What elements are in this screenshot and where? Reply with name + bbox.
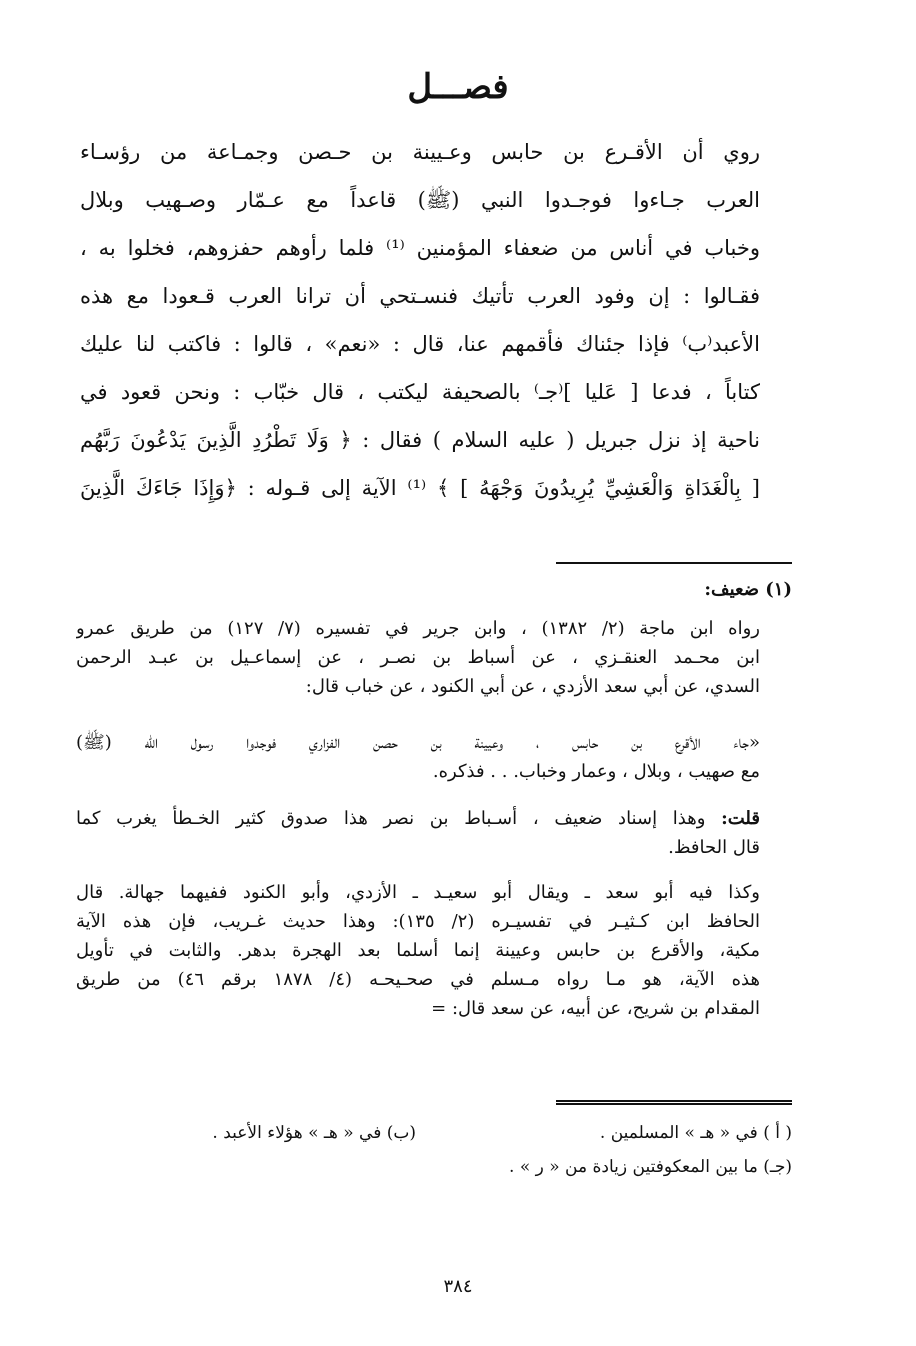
body-line: الأعبد⁽ب⁾ فإذا جئناك فأقمهم عنا، قال : «نعم» ، قالوا : فاكتب لنا عليك — [80, 332, 760, 356]
section-title: فصـــل — [407, 67, 509, 107]
footnote-para-2 — [76, 804, 760, 862]
footnote-quote — [76, 728, 760, 786]
footnote-line: قال الحافظ. — [668, 837, 760, 858]
body-line: ناحية إذ نزل جبريل ( عليه السلام ) فقال : ﴿ وَلَا تَطْرُدِ الَّذِينَ يَدْعُونَ رَبَّهُم — [80, 428, 760, 452]
footnote-para-1 — [76, 614, 760, 701]
page-number: ٣٨٤ — [443, 1276, 473, 1297]
footnote-line: مع صهيب ، وبلال ، وعمار وخباب. . . فذكره. — [432, 761, 760, 782]
main-text — [80, 128, 760, 512]
footnote-line: ابن محـمد العنقـزي ، عن أسباط بن نصـر ، عن إسماعـيل بن عبـد الرحمن — [76, 647, 760, 668]
footnote-line: السدي، عن أبي سعد الأزدي ، عن أبي الكنود ، عن خباب قال: — [305, 676, 760, 697]
variant-b: (ب) في « هـ » هؤلاء الأعبد . — [212, 1123, 416, 1143]
body-line: كتاباً ، فدعا [ عَليا ]⁽جـ⁾ بالصحيفة ليكتب ، قال خبّاب : ونحن قعود في — [80, 380, 760, 404]
body-line: [ بِالْغَدَاةِ وَالْعَشِيِّ يُرِيدُونَ وَجْهَهُ ] ﴾ ⁽¹⁾ الآية إلى قـوله : ﴿وَإِذَا جَاءَكَ الَّذِينَ — [80, 476, 760, 500]
body-line: روي أن الأقـرع بن حابس وعـيينة بن حـصن وجمـاعة من رؤسـاء — [80, 140, 760, 164]
footnote-line: «جاء الأقرع بن حابس ، وعيينة بن حصن الفزاري فوجدوا رسول الله (ﷺ) — [76, 732, 760, 753]
footnote-line: المقدام بن شريح، عن أبيه، عن سعد قال: = — [431, 998, 760, 1019]
footnote-marker: (١) ضعيف: — [704, 579, 792, 600]
footnote-line: وكذا فيه أبو سعد ـ ويقال أبو سعيـد ـ الأزدي، وأبو الكنود ففيهما جهالة. قال — [76, 882, 760, 903]
body-line: العرب جـاءوا فوجـدوا النبي (ﷺ) قاعداً مع عـمّار وصـهيب وبلال — [80, 188, 760, 212]
footnote-para-3 — [76, 878, 760, 1023]
variant-c: (جـ) ما بين المعكوفتين زيادة من « ر » . — [509, 1157, 792, 1177]
footnote-line: قلت: وهذا إسناد ضعيف ، أسـباط بن نصر هذا صدوق كثير الخـطأ يغرب كما — [76, 808, 760, 829]
body-line: وخباب في أناس من ضعفاء المؤمنين ⁽¹⁾ فلما رأوهم حفزوهم، فخلوا به ، — [80, 236, 760, 260]
variants-separator — [556, 1100, 792, 1105]
footnote-line: الحافظ ابن كـثيـر في تفسيـره (٢/ ١٣٥): وهذا حديث غـريب، فإن هذه الآية — [76, 911, 760, 932]
footnote-separator — [556, 562, 792, 564]
footnote-line: هذه الآية، هو مـا رواه مـسلم في صحـيحـه (٤/ ١٨٧٨ برقم ٤٦) من طريق — [76, 969, 760, 990]
body-line: فقـالوا : إن وفود العرب تأتيك فنسـتحي أن ترانا العرب قـعودا مع هذه — [80, 284, 760, 308]
qult-label: قلت: — [721, 808, 760, 829]
variant-a: ( أ ) في « هـ » المسلمين . — [599, 1123, 792, 1143]
footnote-line: رواه ابن ماجة (٢/ ١٣٨٢) ، وابن جرير في تفسيره (٧/ ١٢٧) من طريق عمرو — [76, 618, 760, 639]
footnote-line: مكية، والأقرع بن حابس وعيينة إنما أسلما بعد الهجرة بدهر. والثابت في تأويل — [76, 940, 760, 961]
